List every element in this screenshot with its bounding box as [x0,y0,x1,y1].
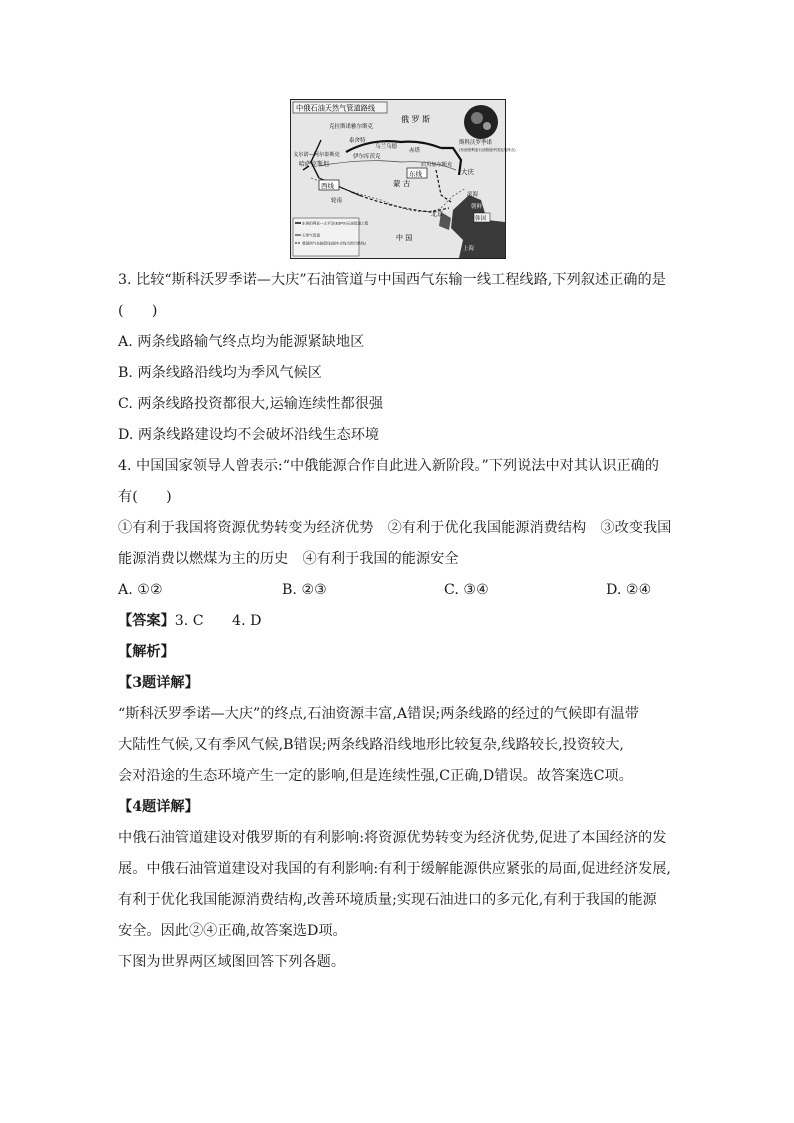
q3-option-d: D. 两条线路建设均不会破坏沿线生态环境 [118,427,380,443]
map-label-tayshet: 泰舍特 [349,138,366,144]
q3-analysis-line-1: “斯科沃罗季诺—大庆”的终点,石油资源丰富,A错误;两条线路的经过的气候即有温带 [118,706,639,722]
q3-paren: ( ) [118,303,158,319]
map-label-bratsk: 乌兰乌德 [375,144,398,150]
map-label-altai: 戈尔诺—阿尔泰斯克 [293,152,340,158]
q4-items-1: ①有利于我国将资源优势转变为经济优势 ②有利于优化我国能源消费结构 ③改变我国 [118,520,672,536]
map-label-kazakhstan: 哈萨克斯坦 [299,161,330,168]
q3-option-a: A. 两条线路输气终点均为能源紧缺地区 [118,334,365,350]
map-label-russia: 俄 罗 斯 [401,115,431,124]
q4-option-d: D. ②④ [606,582,652,598]
map-label-chita: 赤塔 [409,148,421,154]
map-label-korea: 韩国 [475,216,487,222]
pipeline-map [290,99,516,259]
q4-option-a: A. ①② [118,582,163,598]
q4-items-2: 能源消费以燃煤为主的历史 ④有利于我国的能源安全 [118,551,459,567]
analysis-label: 【解析】 [118,644,175,660]
q4-stem-2: 有( ) [118,489,172,505]
map-label-west: 西线 [321,182,334,190]
map-label-irkutsk: 伊尔库茨克 [353,154,381,160]
map-label-zabaikalsk: 后贝加尔斯克 [421,162,453,168]
q3-analysis-head: 【3题详解】 [118,675,199,691]
map-title: 中俄石油天然气管道路线 [296,103,376,113]
q4-analysis-head: 【4题详解】 [118,799,199,815]
q3-stem: 3. 比较“斯科沃罗季诺—大庆”石油管道与中国西气东输一线工程线路,下列叙述正确的是 [118,272,666,288]
answer-label: 【答案】 [118,613,175,629]
answer-text: 3. C 4. D [174,613,262,629]
q4-analysis-line-4: 安全。因此②④正确,故答案选D项。 [118,923,347,939]
map-label-shanghai: 上海 [463,246,475,252]
map-label-beijing: 北京 [431,211,444,218]
map-label-lunnan: 轮南 [331,198,343,204]
next-question-intro: 下图为世界两区域图回答下列各题。 [118,954,346,970]
map-label-east-note: (东西伯利亚石油管道中国支线终点) [459,148,516,152]
legend-west-east: 我国西气东输管线(图中点线为预计路线) [302,241,366,246]
q3-analysis-line-2: 大陆性气候,又有季风气候,B错误;两条线路沿线地形比较复杂,线路较长,投资较大, [118,737,624,753]
q3-option-b: B. 两条线路沿线均为季风气候区 [118,365,322,381]
map-label-east: 东线 [409,170,422,178]
q4-stem-1: 4. 中国国家领导人曾表示:“中俄能源合作自此进入新阶段。”下列说法中对其认识正确的 [118,458,659,474]
q3-option-c: C. 两条线路投资都很大,运输连续性都很强 [118,396,384,412]
answer-line [118,611,261,631]
map-label-daqing: 大庆 [461,168,474,176]
q3-analysis-line-3: 会对沿途的生态环境产生一定的影响,但是连续性强,C正确,D错误。故答案选C项。 [118,768,633,784]
map-label-dprk: 朝鲜 [471,204,483,210]
map-label-mongolia: 蒙 古 [393,179,411,188]
q4-option-b: B. ②③ [282,582,327,598]
map-graphic [291,100,516,258]
legend-espo: 东西伯利亚—太平洋(ESPO)石油管道工程 [302,221,369,226]
map-label-binhai: 滨海 [467,192,479,198]
q4-analysis-line-3: 有利于优化我国能源消费结构,改善环境质量;实现石油进口的多元化,有利于我国的能源 [118,892,657,908]
q4-option-c: C. ③④ [444,582,489,598]
map-label-krasnoyarsk: 克拉斯诺雅尔斯克 [329,124,374,130]
map-label-skovorodino: 斯科沃罗季诺 [459,140,493,146]
q4-analysis-line-2: 展。中俄石油管道建设对我国的有利影响:有利于缓解能源供应紧张的局面,促进经济发展, [118,861,671,877]
legend-gas: 天然气管道 [302,233,320,238]
map-label-china: 中 国 [396,234,413,242]
q4-analysis-line-1: 中俄石油管道建设对俄罗斯的有利影响:将资源优势转变为经济优势,促进了本国经济的发 [118,830,667,846]
